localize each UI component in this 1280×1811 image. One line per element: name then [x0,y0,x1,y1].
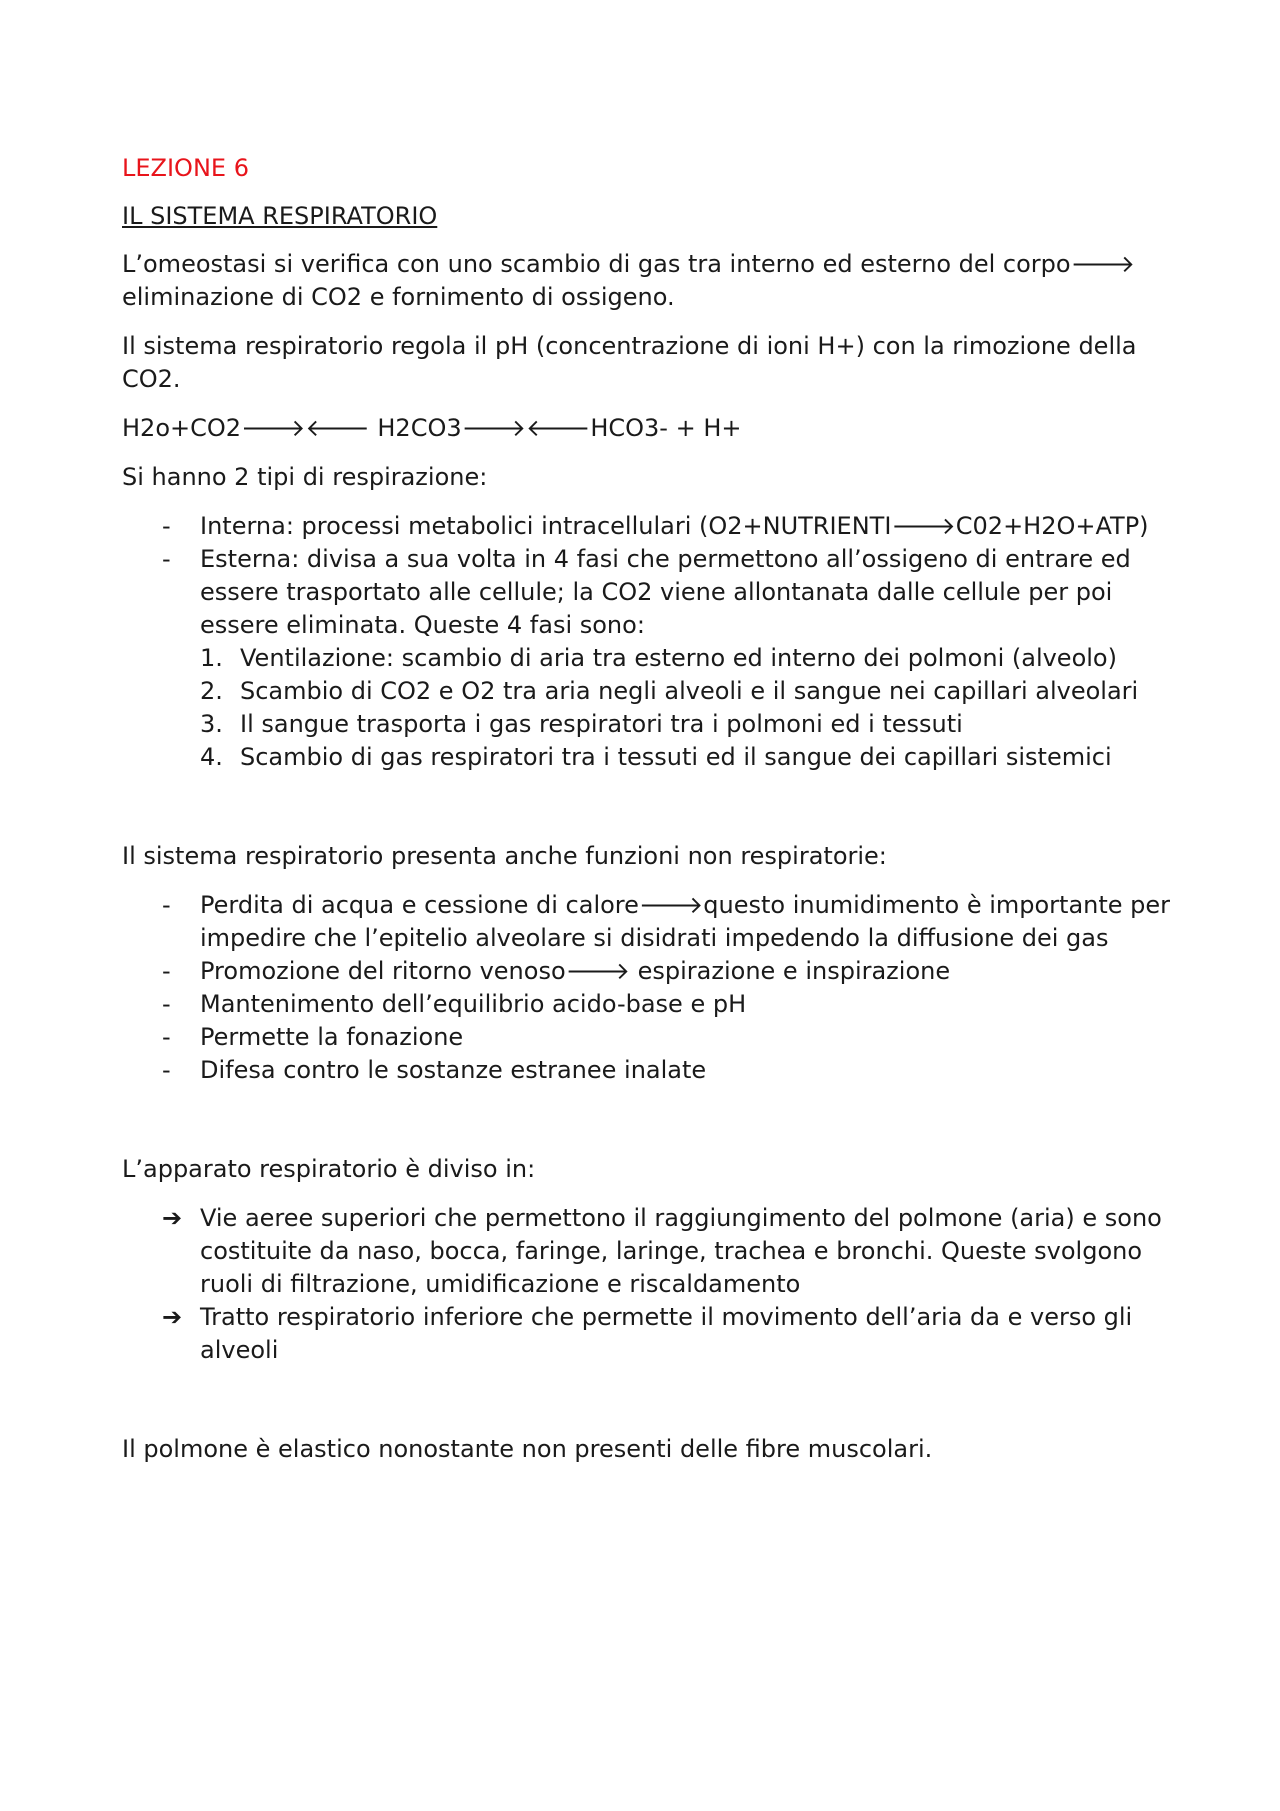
list-item-text: Difesa contro le sostanze estranee inalate [200,1056,707,1084]
list-item [122,955,1172,988]
number-marker: 4. [200,743,223,771]
number-marker: 3. [200,710,223,738]
dash-bullet: - [162,990,171,1018]
blank-space [122,1087,1172,1153]
list-item [122,988,1172,1021]
dash-bullet: - [162,1056,171,1084]
dash-bullet: - [162,512,171,540]
respiration-types-list [122,510,1172,642]
list-item [122,889,1172,955]
list-item [122,510,1172,543]
list-item [122,1054,1172,1087]
list-item [122,1301,1172,1367]
list-item-text: Esterna: divisa a sua volta in 4 fasi che permettono all’ossigeno di entrare ed essere trasportato alle cellule; la CO2 viene allontanata dalle cellule per poi essere eliminata. Queste 4 fasi sono: [200,545,1131,639]
non-respiratory-list [122,889,1172,1087]
arrow-bullet-icon: ➔ [162,1303,183,1331]
list-item-text: Mantenimento dell’equilibrio acido-base e pH [200,990,747,1018]
list-item [122,543,1172,642]
list-item-text: Permette la fonazione [200,1023,464,1051]
blank-space [122,774,1172,840]
paragraph-types-intro: Si hanno 2 tipi di respirazione: [122,463,488,491]
topic-heading: IL SISTEMA RESPIRATORIO [122,202,438,230]
document-page [122,152,1172,1482]
dash-bullet: - [162,891,171,919]
list-item [200,741,1172,774]
lesson-title: LEZIONE 6 [122,154,249,182]
list-item-text: Promozione del ritorno venoso🡒 espirazione e inspirazione [200,957,951,985]
dash-bullet: - [162,545,171,573]
list-item-text: Scambio di CO2 e O2 tra aria negli alveoli e il sangue nei capillari alveolari [240,677,1139,705]
list-item-text: Perdita di acqua e cessione di calore🡒questo inumidimento è importante per impedire che l’epitelio alveolare si disidrati impedendo la diffusione dei gas [200,891,1171,952]
number-marker: 1. [200,644,223,672]
equation-line: H2o+CO2🡒🡐 H2CO3🡒🡐HCO3- + H+ [122,414,742,442]
apparatus-list [122,1202,1172,1367]
dash-bullet: - [162,1023,171,1051]
list-item-text: Tratto respiratorio inferiore che permette il movimento dell’aria da e verso gli alveoli [200,1303,1133,1364]
list-item-text: Vie aeree superiori che permettono il raggiungimento del polmone (aria) e sono costituite da naso, bocca, faringe, laringe, trachea e bronchi. Queste svolgono ruoli di filtrazione, umidificazione e riscaldamento [200,1204,1162,1298]
paragraph-apparatus-intro: L’apparato respiratorio è diviso in: [122,1155,536,1183]
list-item [200,708,1172,741]
list-item [200,675,1172,708]
list-item [200,642,1172,675]
list-item-text: Scambio di gas respiratori tra i tessuti ed il sangue dei capillari sistemici [240,743,1112,771]
list-item-text: Interna: processi metabolici intracellulari (O2+NUTRIENTI🡒C02+H2O+ATP) [200,512,1149,540]
list-item [122,1202,1172,1301]
list-item-text: Il sangue trasporta i gas respiratori tra i polmoni ed i tessuti [240,710,963,738]
dash-bullet: - [162,957,171,985]
number-marker: 2. [200,677,223,705]
paragraph-ph-regulation: Il sistema respiratorio regola il pH (concentrazione di ioni H+) con la rimozione della CO2. [122,332,1137,393]
phases-list [200,642,1172,774]
paragraph-non-respiratory-intro: Il sistema respiratorio presenta anche funzioni non respiratorie: [122,842,887,870]
paragraph-homeostasis: L’omeostasi si verifica con uno scambio di gas tra interno ed esterno del corpo🡒 eliminazione di CO2 e fornimento di ossigeno. [122,250,1135,311]
list-item-text: Ventilazione: scambio di aria tra esterno ed interno dei polmoni (alveolo) [240,644,1117,672]
paragraph-lung-elastic: Il polmone è elastico nonostante non presenti delle fibre muscolari. [122,1435,933,1463]
list-item [122,1021,1172,1054]
arrow-bullet-icon: ➔ [162,1204,183,1232]
blank-space [122,1367,1172,1433]
